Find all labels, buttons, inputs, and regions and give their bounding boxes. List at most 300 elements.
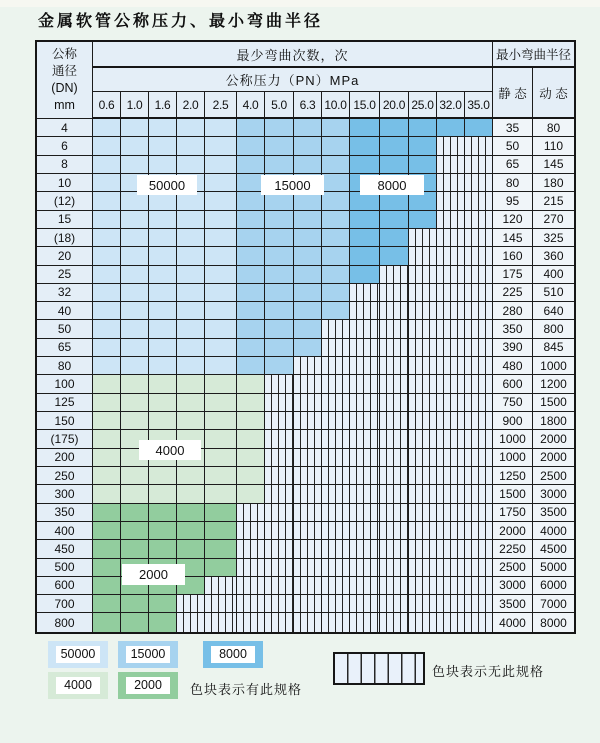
cycle-cell — [93, 394, 121, 412]
cycle-cell — [121, 613, 149, 631]
legend-present-text: 色块表示有此规格 — [190, 682, 303, 697]
static-value-cell: 175 — [493, 266, 533, 284]
pressure-tick: 15.0 — [350, 92, 380, 119]
static-value-cell: 1000 — [493, 449, 533, 467]
no-spec-cell — [380, 540, 409, 558]
bend-cycles-header: 最少弯曲次数，次 — [93, 42, 493, 68]
dn-cell: 300 — [37, 485, 93, 503]
no-spec-cell — [409, 613, 437, 631]
static-header: 静 态 — [493, 68, 533, 119]
pressure-tick: 6.3 — [294, 92, 322, 119]
no-spec-cell — [409, 357, 437, 375]
no-spec-cell — [350, 559, 380, 577]
dynamic-value-cell: 4500 — [533, 540, 574, 558]
cycle-cell — [121, 156, 149, 174]
cycle-cell — [177, 156, 205, 174]
no-spec-cell — [409, 540, 437, 558]
cycle-cell — [205, 559, 237, 577]
cycle-cell — [205, 320, 237, 338]
dynamic-value-cell: 6000 — [533, 577, 574, 595]
cycle-cell — [205, 430, 237, 448]
cycle-cell — [121, 394, 149, 412]
static-value-cell: 1750 — [493, 504, 533, 522]
no-spec-cell — [437, 595, 465, 613]
cycle-cell — [93, 339, 121, 357]
cycle-cell — [205, 339, 237, 357]
cycle-cell — [93, 247, 121, 265]
no-spec-cell — [265, 394, 294, 412]
cycle-cell — [121, 540, 149, 558]
cycle-cell — [149, 467, 177, 485]
no-spec-cell — [380, 522, 409, 540]
dynamic-value-cell: 5000 — [533, 559, 574, 577]
no-spec-cell — [380, 266, 409, 284]
cycle-cell — [149, 119, 177, 137]
cycle-cell — [93, 229, 121, 247]
no-spec-cell — [465, 412, 493, 430]
no-spec-cell — [437, 357, 465, 375]
cycle-cell — [294, 266, 322, 284]
cycle-cell — [205, 119, 237, 137]
dn-cell: 500 — [37, 559, 93, 577]
cycle-cell — [149, 504, 177, 522]
cycle-cell — [93, 577, 121, 595]
corner-line: mm — [54, 98, 75, 112]
static-value-cell: 50 — [493, 137, 533, 155]
cycle-cell — [177, 137, 205, 155]
no-spec-cell — [437, 504, 465, 522]
no-spec-cell — [409, 467, 437, 485]
no-spec-cell — [465, 375, 493, 393]
cycle-cell — [121, 339, 149, 357]
dynamic-value-cell: 2000 — [533, 449, 574, 467]
cycle-cell — [93, 375, 121, 393]
cycle-cell — [177, 229, 205, 247]
no-spec-cell — [437, 430, 465, 448]
cycle-cell — [322, 211, 350, 229]
cycle-cell — [177, 375, 205, 393]
static-value-cell: 280 — [493, 302, 533, 320]
cycle-cell — [121, 229, 149, 247]
no-spec-cell — [205, 595, 237, 613]
static-value-cell: 160 — [493, 247, 533, 265]
cycle-cell — [205, 156, 237, 174]
dynamic-value-cell: 7000 — [533, 595, 574, 613]
cycle-cell — [380, 211, 409, 229]
cycle-cell — [93, 302, 121, 320]
no-spec-cell — [437, 540, 465, 558]
no-spec-cell — [380, 284, 409, 302]
cycle-cell — [121, 485, 149, 503]
no-spec-cell — [350, 320, 380, 338]
cycle-cell — [409, 119, 437, 137]
no-spec-cell — [465, 577, 493, 595]
no-spec-cell — [237, 577, 265, 595]
cycle-cell — [265, 339, 294, 357]
cycle-count-label: 50000 — [137, 175, 197, 195]
dynamic-value-cell: 325 — [533, 229, 574, 247]
cycle-cell — [177, 412, 205, 430]
cycle-cell — [121, 504, 149, 522]
no-spec-cell — [437, 174, 465, 192]
pressure-header: 公称压力（PN）MPa — [93, 68, 493, 92]
no-spec-cell — [409, 485, 437, 503]
cycle-cell — [322, 137, 350, 155]
static-value-cell: 600 — [493, 375, 533, 393]
cycle-cell — [237, 357, 265, 375]
cycle-cell — [322, 247, 350, 265]
cycle-cell — [237, 284, 265, 302]
no-spec-cell — [265, 522, 294, 540]
cycle-count-label: 8000 — [360, 175, 424, 195]
cycle-cell — [93, 137, 121, 155]
cycle-cell — [121, 284, 149, 302]
no-spec-cell — [380, 412, 409, 430]
cycle-cell — [177, 266, 205, 284]
no-spec-cell — [409, 522, 437, 540]
min-radius-header: 最小弯曲半径 — [493, 42, 574, 68]
no-spec-cell — [237, 595, 265, 613]
cycle-cell — [205, 504, 237, 522]
cycle-cell — [149, 284, 177, 302]
dynamic-header: 动 态 — [533, 68, 574, 119]
cycle-cell — [322, 174, 350, 192]
cycle-cell — [265, 229, 294, 247]
no-spec-cell — [380, 577, 409, 595]
spec-table — [35, 40, 576, 634]
no-spec-cell — [380, 394, 409, 412]
cycle-cell — [93, 540, 121, 558]
cycle-cell — [93, 192, 121, 210]
static-value-cell: 3000 — [493, 577, 533, 595]
no-spec-cell — [322, 467, 350, 485]
no-spec-cell — [409, 595, 437, 613]
no-spec-cell — [294, 504, 322, 522]
dynamic-value-cell: 180 — [533, 174, 574, 192]
no-spec-cell — [437, 266, 465, 284]
cycle-cell — [237, 229, 265, 247]
no-spec-cell — [350, 357, 380, 375]
no-spec-cell — [465, 595, 493, 613]
cycle-cell — [294, 284, 322, 302]
dn-cell: (175) — [37, 430, 93, 448]
dynamic-value-cell: 845 — [533, 339, 574, 357]
no-spec-cell — [437, 394, 465, 412]
cycle-cell — [294, 156, 322, 174]
no-spec-cell — [350, 613, 380, 631]
pressure-tick: 1.6 — [149, 92, 177, 119]
cycle-cell — [93, 174, 121, 192]
no-spec-cell — [437, 229, 465, 247]
cycle-cell — [322, 192, 350, 210]
cycle-cell — [177, 247, 205, 265]
cycle-cell — [121, 320, 149, 338]
cycle-cell — [149, 247, 177, 265]
cycle-cell — [149, 357, 177, 375]
cycle-cell — [265, 156, 294, 174]
no-spec-cell — [380, 320, 409, 338]
cycle-cell — [237, 412, 265, 430]
no-spec-cell — [437, 320, 465, 338]
cycle-cell — [149, 522, 177, 540]
cycle-cell — [437, 119, 465, 137]
dn-cell: 25 — [37, 266, 93, 284]
cycle-cell — [121, 357, 149, 375]
no-spec-cell — [465, 540, 493, 558]
no-spec-cell — [350, 339, 380, 357]
cycle-cell — [177, 540, 205, 558]
no-spec-cell — [437, 467, 465, 485]
cycle-cell — [294, 302, 322, 320]
cycle-cell — [465, 119, 493, 137]
cycle-cell — [121, 302, 149, 320]
cycle-cell — [149, 613, 177, 631]
cycle-cell — [409, 211, 437, 229]
static-value-cell: 480 — [493, 357, 533, 375]
cycle-cell — [205, 174, 237, 192]
dn-cell: 150 — [37, 412, 93, 430]
static-value-cell: 120 — [493, 211, 533, 229]
cycle-cell — [149, 229, 177, 247]
no-spec-cell — [322, 320, 350, 338]
cycle-cell — [265, 284, 294, 302]
no-spec-cell — [380, 375, 409, 393]
no-spec-cell — [322, 485, 350, 503]
cycle-cell — [237, 394, 265, 412]
cycle-cell — [93, 156, 121, 174]
dn-cell: 80 — [37, 357, 93, 375]
cycle-cell — [177, 522, 205, 540]
cycle-cell — [93, 559, 121, 577]
no-spec-cell — [465, 504, 493, 522]
no-spec-cell — [437, 284, 465, 302]
no-spec-cell — [465, 137, 493, 155]
cycle-cell — [237, 320, 265, 338]
no-spec-cell — [294, 375, 322, 393]
cycle-cell — [93, 595, 121, 613]
cycle-cell — [294, 247, 322, 265]
no-spec-cell — [437, 485, 465, 503]
static-value-cell: 35 — [493, 119, 533, 137]
no-spec-cell — [294, 430, 322, 448]
no-spec-cell — [465, 247, 493, 265]
no-spec-cell — [265, 613, 294, 631]
pressure-tick: 2.5 — [205, 92, 237, 119]
cycle-cell — [93, 485, 121, 503]
cycle-cell — [265, 119, 294, 137]
no-spec-cell — [294, 595, 322, 613]
no-spec-cell — [350, 504, 380, 522]
pressure-tick: 2.0 — [177, 92, 205, 119]
dynamic-value-cell: 110 — [533, 137, 574, 155]
dn-cell: 10 — [37, 174, 93, 192]
no-spec-cell — [322, 559, 350, 577]
no-spec-cell — [265, 595, 294, 613]
no-spec-cell — [465, 449, 493, 467]
no-spec-cell — [350, 577, 380, 595]
cycle-cell — [265, 266, 294, 284]
cycle-cell — [121, 119, 149, 137]
no-spec-cell — [380, 485, 409, 503]
dynamic-value-cell: 1500 — [533, 394, 574, 412]
no-spec-cell — [380, 357, 409, 375]
cycle-cell — [237, 156, 265, 174]
no-spec-cell — [409, 412, 437, 430]
cycle-cell — [265, 302, 294, 320]
cycle-cell — [237, 430, 265, 448]
static-value-cell: 390 — [493, 339, 533, 357]
no-spec-cell — [409, 504, 437, 522]
cycle-cell — [350, 119, 380, 137]
dn-cell: 125 — [37, 394, 93, 412]
dn-cell: 200 — [37, 449, 93, 467]
no-spec-cell — [350, 540, 380, 558]
no-spec-cell — [437, 247, 465, 265]
no-spec-cell — [409, 339, 437, 357]
no-spec-cell — [322, 449, 350, 467]
cycle-cell — [205, 211, 237, 229]
cycle-cell — [409, 156, 437, 174]
legend-swatch — [48, 641, 108, 668]
dn-cell: (18) — [37, 229, 93, 247]
cycle-cell — [350, 211, 380, 229]
cycle-cell — [205, 375, 237, 393]
legend-label: 4000 — [56, 677, 99, 694]
legend-label: 2000 — [126, 677, 169, 694]
no-spec-cell — [465, 174, 493, 192]
no-spec-cell — [437, 577, 465, 595]
cycle-cell — [149, 156, 177, 174]
no-spec-cell — [265, 559, 294, 577]
no-spec-cell — [322, 339, 350, 357]
dn-cell: 450 — [37, 540, 93, 558]
cycle-cell — [205, 302, 237, 320]
dynamic-value-cell: 270 — [533, 211, 574, 229]
legend-swatch — [118, 672, 178, 699]
cycle-cell — [265, 137, 294, 155]
dn-cell: 15 — [37, 211, 93, 229]
no-spec-cell — [380, 613, 409, 631]
cycle-cell — [205, 266, 237, 284]
static-value-cell: 80 — [493, 174, 533, 192]
pressure-tick: 10.0 — [322, 92, 350, 119]
cycle-cell — [265, 211, 294, 229]
cycle-cell — [294, 229, 322, 247]
cycle-cell — [149, 540, 177, 558]
no-spec-cell — [465, 302, 493, 320]
no-spec-cell — [465, 394, 493, 412]
no-spec-cell — [409, 394, 437, 412]
no-spec-cell — [409, 266, 437, 284]
no-spec-cell — [409, 430, 437, 448]
cycle-cell — [237, 119, 265, 137]
no-spec-cell — [294, 522, 322, 540]
cycle-cell — [322, 156, 350, 174]
cycle-cell — [205, 540, 237, 558]
no-spec-cell — [380, 339, 409, 357]
dynamic-value-cell: 2000 — [533, 430, 574, 448]
no-spec-cell — [465, 467, 493, 485]
legend-label: 50000 — [56, 646, 99, 663]
no-spec-cell — [265, 467, 294, 485]
no-spec-cell — [350, 302, 380, 320]
no-spec-cell — [265, 449, 294, 467]
dn-cell: 700 — [37, 595, 93, 613]
no-spec-cell — [437, 449, 465, 467]
cycle-cell — [205, 394, 237, 412]
cycle-cell — [93, 412, 121, 430]
cycle-cell — [409, 137, 437, 155]
dynamic-value-cell: 145 — [533, 156, 574, 174]
cycle-cell — [237, 485, 265, 503]
no-spec-cell — [322, 357, 350, 375]
cycle-cell — [205, 467, 237, 485]
cycle-cell — [93, 522, 121, 540]
cycle-cell — [205, 357, 237, 375]
cycle-cell — [149, 375, 177, 393]
pressure-tick: 32.0 — [437, 92, 465, 119]
dynamic-value-cell: 80 — [533, 119, 574, 137]
no-spec-cell — [380, 302, 409, 320]
cycle-cell — [205, 284, 237, 302]
dynamic-value-cell: 1200 — [533, 375, 574, 393]
cycle-cell — [93, 613, 121, 631]
static-value-cell: 225 — [493, 284, 533, 302]
cycle-cell — [93, 449, 121, 467]
dynamic-value-cell: 400 — [533, 266, 574, 284]
no-spec-cell — [437, 522, 465, 540]
cycle-cell — [93, 211, 121, 229]
no-spec-cell — [350, 595, 380, 613]
static-value-cell: 65 — [493, 156, 533, 174]
no-spec-cell — [437, 137, 465, 155]
legend-absent-text: 色块表示无此规格 — [432, 664, 545, 679]
cycle-cell — [93, 119, 121, 137]
dn-cell: 350 — [37, 504, 93, 522]
cycle-cell — [350, 247, 380, 265]
dn-cell: 40 — [37, 302, 93, 320]
no-spec-cell — [237, 522, 265, 540]
no-spec-cell — [350, 412, 380, 430]
cycle-cell — [205, 412, 237, 430]
no-spec-cell — [465, 320, 493, 338]
cycle-cell — [237, 375, 265, 393]
dn-cell: 20 — [37, 247, 93, 265]
dynamic-value-cell: 3000 — [533, 485, 574, 503]
no-spec-cell — [322, 412, 350, 430]
no-spec-cell — [322, 613, 350, 631]
cycle-cell — [205, 247, 237, 265]
static-value-cell: 900 — [493, 412, 533, 430]
no-spec-cell — [437, 302, 465, 320]
cycle-cell — [177, 211, 205, 229]
cycle-cell — [93, 504, 121, 522]
no-spec-cell — [465, 266, 493, 284]
no-spec-cell — [409, 284, 437, 302]
cycle-cell — [149, 485, 177, 503]
no-spec-cell — [465, 284, 493, 302]
no-spec-cell — [294, 394, 322, 412]
no-spec-cell — [409, 320, 437, 338]
dn-cell: 65 — [37, 339, 93, 357]
cycle-cell — [177, 394, 205, 412]
cycle-cell — [177, 467, 205, 485]
cycle-cell — [322, 302, 350, 320]
pressure-tick: 1.0 — [121, 92, 149, 119]
no-spec-cell — [265, 485, 294, 503]
cycle-cell — [237, 266, 265, 284]
no-spec-cell — [465, 229, 493, 247]
